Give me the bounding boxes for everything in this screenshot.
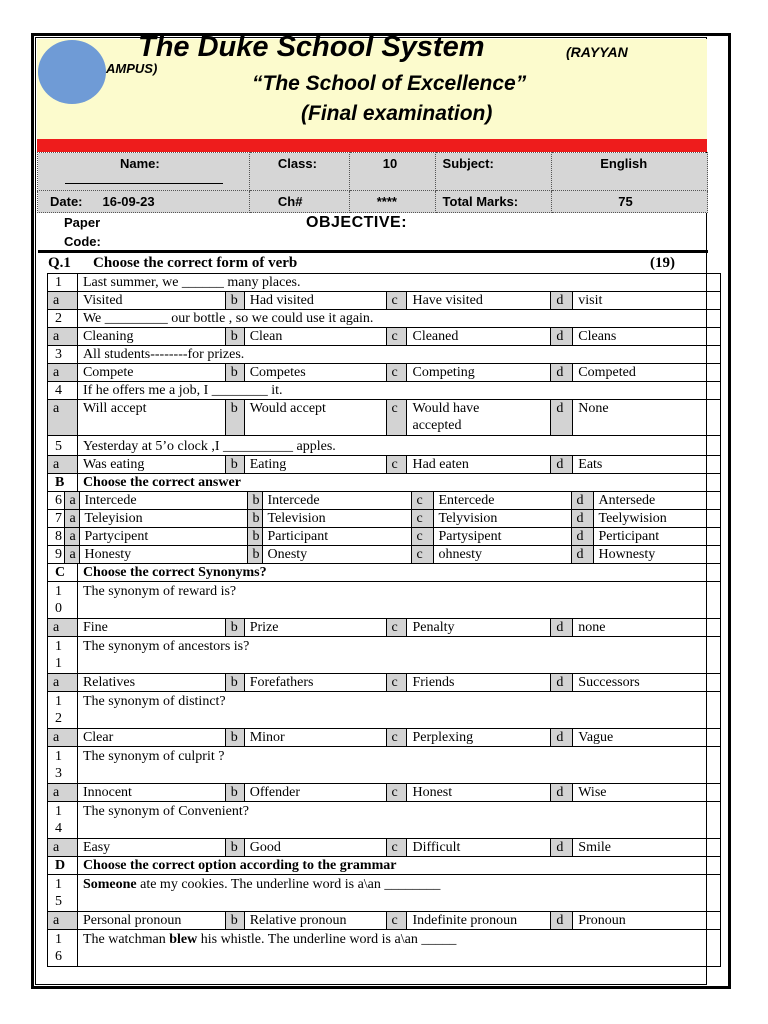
question-row: 5 Yesterday at 5’o clock ,I __________ apples. — [48, 436, 721, 456]
thick-divider — [38, 250, 708, 253]
options-row: a Personal pronoun b Relative pronoun c Indefinite pronoun d Pronoun — [48, 912, 721, 930]
red-divider — [37, 139, 707, 152]
question-row: 1 1 The synonym of ancestors is? — [48, 637, 721, 674]
options-row: a Relatives b Forefathers c Friends d Successors — [48, 674, 721, 692]
question-1-marks: (19) — [650, 255, 675, 271]
options-row: 6 a Intercede b Intercede c Entercede d Antersede 7 a Teleyision b Television c Telyvision d Teelywision 8 a Partycipent b Participant c Partysipent d Perticipant 9 a Honesty b Onesty c ohnesty d Hownesty — [48, 492, 721, 564]
options-row: a Easy b Good c Difficult d Smile — [48, 839, 721, 857]
campus-name: (RAYYAN — [566, 44, 628, 60]
campus-name-cont: AMPUS) — [106, 61, 158, 76]
question-1-heading: Q.1 Choose the correct form of verb — [48, 255, 298, 271]
chapter-value: **** — [349, 191, 435, 213]
options-row: a Fine b Prize c Penalty d none — [48, 619, 721, 637]
paper-code: Paper Code: — [64, 215, 101, 249]
options-row: a Cleaning b Clean c Cleaned d Cleans — [48, 328, 721, 346]
question-row: 1 3 The synonym of culprit ? — [48, 747, 721, 784]
name-cell — [38, 153, 250, 191]
total-marks-value: 75 — [552, 191, 708, 213]
objective-heading: OBJECTIVE: — [306, 214, 408, 231]
name-label: Name: — [120, 156, 160, 171]
name-blank — [65, 183, 223, 184]
options-row: a Innocent b Offender c Honest d Wise — [48, 784, 721, 802]
total-marks-label: Total Marks: — [435, 191, 552, 213]
options-row: a Visited b Had visited c Have visited d visit — [48, 292, 721, 310]
date-cell — [38, 191, 250, 213]
date-value: 16-09-23 — [102, 194, 155, 209]
question-row: 1 Last summer, we ______ many places. — [48, 274, 721, 292]
question-row: 1 2 The synonym of distinct? — [48, 692, 721, 729]
question-row: 1 0 The synonym of reward is? — [48, 582, 721, 619]
class-label: Class: — [249, 153, 349, 191]
section-c-heading: C Choose the correct Synonyms? — [48, 564, 721, 582]
question-row: 1 6 The watchman blew his whistle. The underline word is a\an _____ — [48, 930, 721, 967]
section-d-heading: D Choose the correct option according to the grammar — [48, 857, 721, 875]
question-row: 4 If he offers me a job, I ________ it. — [48, 382, 721, 400]
date-label: Date: — [50, 194, 83, 209]
class-value: 10 — [349, 153, 435, 191]
subject-label: Subject: — [435, 153, 552, 191]
section-b-heading: B Choose the correct answer — [48, 474, 721, 492]
subject-value: English — [552, 153, 708, 191]
info-table — [37, 152, 708, 213]
exam-title: (Final examination) — [301, 102, 493, 125]
options-row: a Was eating b Eating c Had eaten d Eats — [48, 456, 721, 474]
question-row: 3 All students--------for prizes. — [48, 346, 721, 364]
questions-table — [47, 273, 721, 967]
question-row: 1 5 Someone ate my cookies. The underline word is a\an ________ — [48, 875, 721, 912]
options-row: a Clear b Minor c Perplexing d Vague — [48, 729, 721, 747]
question-row: 1 4 The synonym of Convenient? — [48, 802, 721, 839]
chapter-label: Ch# — [249, 191, 349, 213]
school-name: The Duke School System — [138, 31, 485, 63]
options-row: a Will accept b Would accept c Would have accepted d None — [48, 400, 721, 436]
school-motto: “The School of Excellence” — [252, 72, 527, 95]
options-row: a Compete b Competes c Competing d Competed — [48, 364, 721, 382]
school-logo — [38, 40, 106, 104]
question-row: 2 We _________ our bottle , so we could use it again. — [48, 310, 721, 328]
